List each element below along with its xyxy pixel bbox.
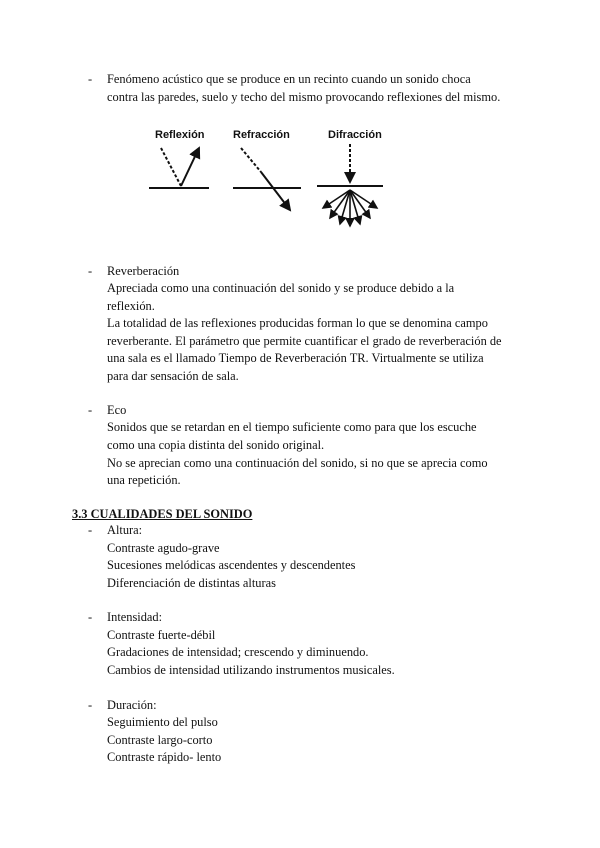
refraccion-refracted-ray (261, 172, 290, 210)
bullet-dash: - (88, 523, 93, 537)
item-title-intensidad: Intensidad: (107, 610, 163, 624)
bullet-dash: - (88, 264, 93, 278)
paragraph-line: como una copia distinta del sonido original. (107, 438, 325, 452)
item-title-altura: Altura: (107, 523, 143, 537)
paragraph-line: reverberante. El parámetro que permite cuantificar el grado de reverberación de (107, 334, 502, 348)
difraccion-spread-rays (323, 190, 377, 226)
bullet-dash: - (88, 72, 93, 86)
list-line: Cambios de intensidad utilizando instrumentos musicales. (107, 663, 395, 677)
paragraph-line: reflexión. (107, 299, 155, 313)
paragraph-line: No se aprecian como una continuación del sonido, si no que se aprecia como (107, 456, 488, 470)
reflexion-reflected-ray (181, 148, 199, 186)
paragraph-line: contra las paredes, suelo y techo del mismo provocando reflexiones del mismo. (107, 90, 501, 104)
list-line: Contraste rápido- lento (107, 750, 222, 764)
paragraph-line: Sonidos que se retardan en el tiempo suficiente como para que los escuche (107, 420, 477, 434)
section-heading: 3.3 CUALIDADES DEL SONIDO (72, 507, 253, 521)
list-line: Diferenciación de distintas alturas (107, 576, 276, 590)
sound-phenomena-diagram (145, 126, 395, 230)
bullet-dash: - (88, 610, 93, 624)
diagram-label-difraccion: Difracción (328, 129, 382, 141)
paragraph-line: una sala es el llamado Tiempo de Reverberación TR. Virtualmente se utiliza (107, 351, 484, 365)
paragraph-line: para dar sensación de sala. (107, 369, 239, 383)
item-title-duracion: Duración: (107, 698, 157, 712)
list-line: Sucesiones melódicas ascendentes y descendentes (107, 558, 356, 572)
paragraph-line: Apreciada como una continuación del sonido y se produce debido a la (107, 281, 455, 295)
item-title-reverberacion: Reverberación (107, 264, 180, 278)
paragraph-line: La totalidad de las reflexiones producidas forman lo que se denomina campo (107, 316, 488, 330)
list-line: Contraste agudo-grave (107, 541, 220, 555)
refraccion-incident-dashed (241, 148, 261, 172)
reflexion-incident-ray (161, 148, 181, 186)
diagram-label-refraccion: Refracción (233, 129, 290, 141)
list-line: Contraste largo-corto (107, 733, 213, 747)
bullet-dash: - (88, 698, 93, 712)
list-line: Seguimiento del pulso (107, 715, 218, 729)
item-title-eco: Eco (107, 403, 127, 417)
list-line: Gradaciones de intensidad; crescendo y diminuendo. (107, 645, 369, 659)
paragraph-line: Fenómeno acústico que se produce en un recinto cuando un sonido choca (107, 72, 471, 86)
list-line: Contraste fuerte-débil (107, 628, 216, 642)
diagram-label-reflexion: Reflexión (155, 129, 205, 141)
paragraph-line: una repetición. (107, 473, 181, 487)
bullet-dash: - (88, 403, 93, 417)
